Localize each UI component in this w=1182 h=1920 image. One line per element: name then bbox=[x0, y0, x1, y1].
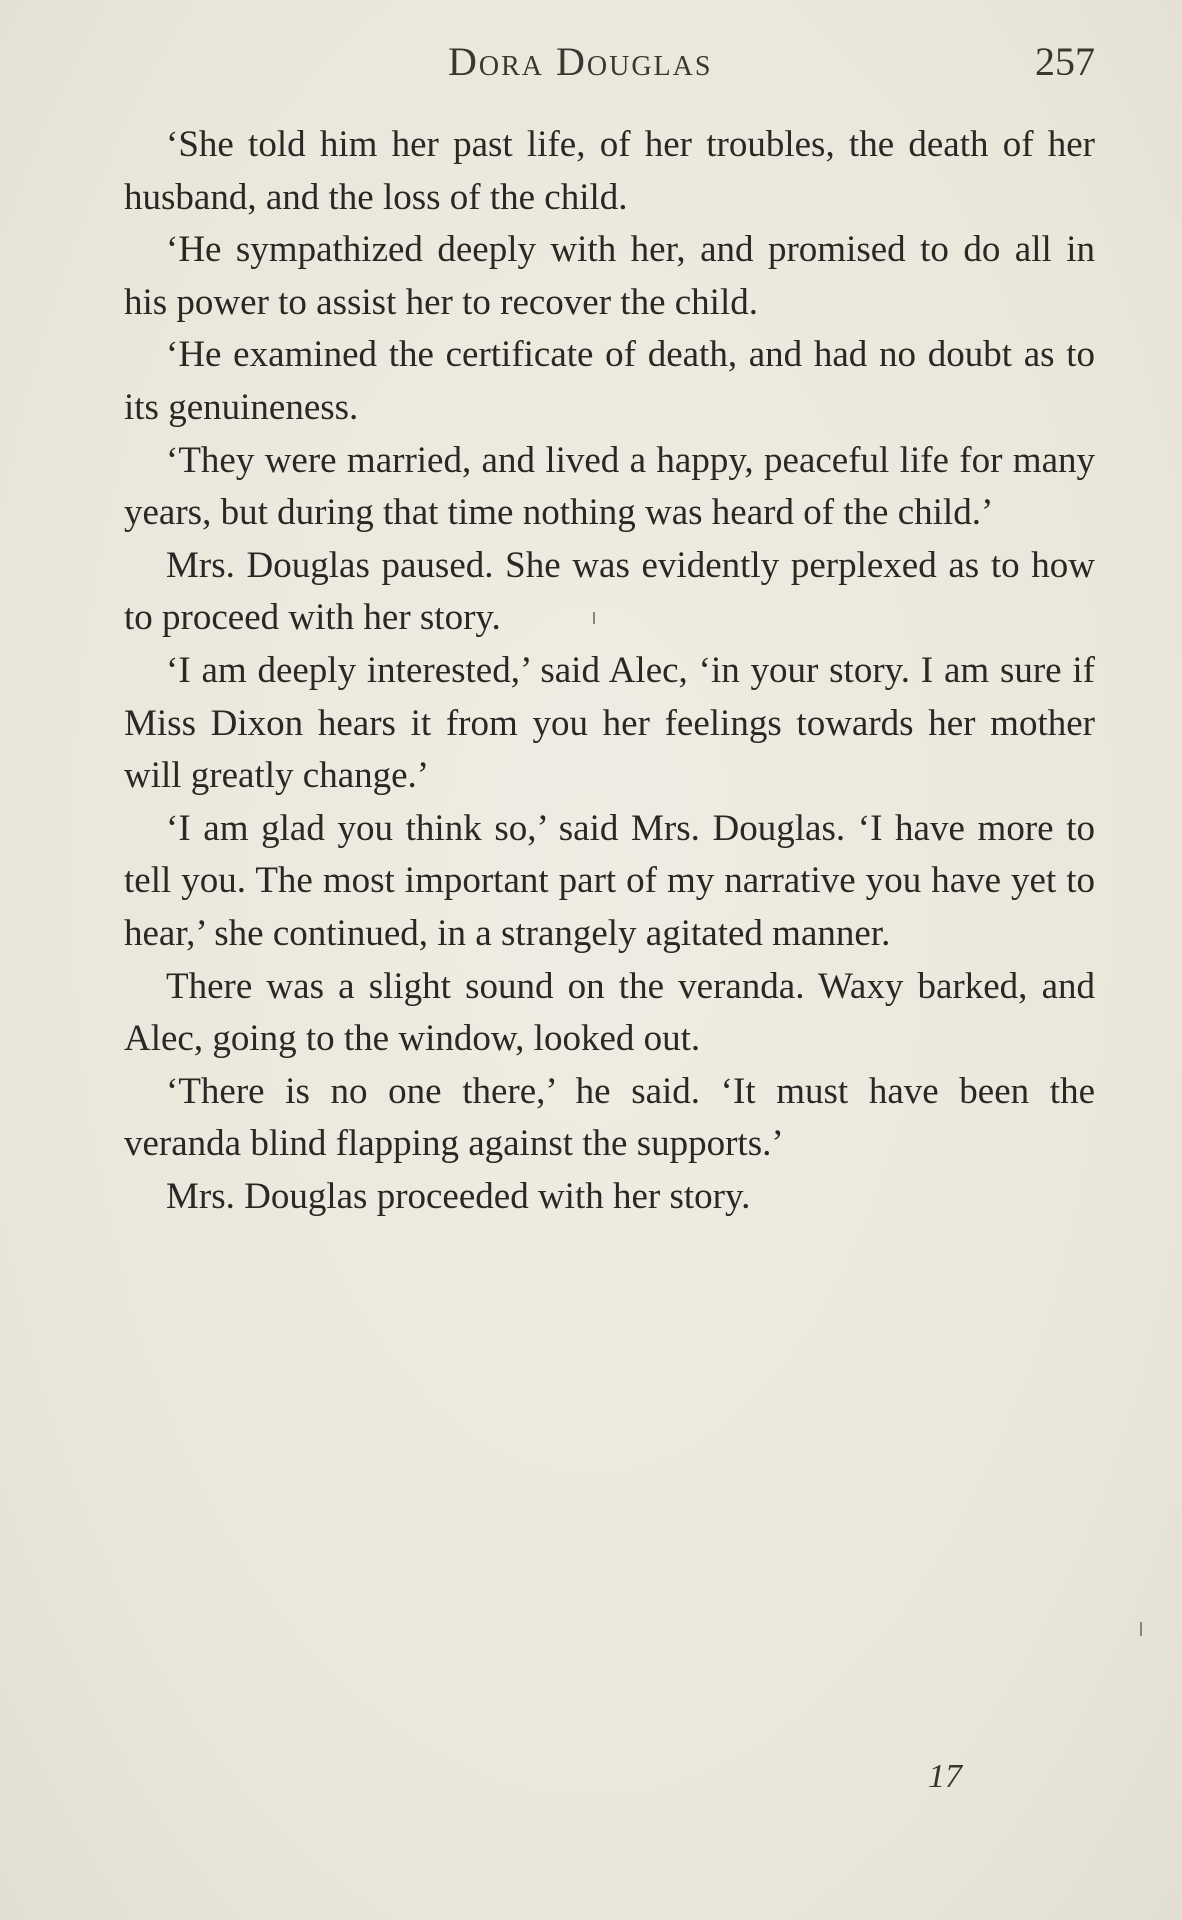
paragraph: Mrs. Douglas paused. She was evidently perplexed as to how to proceed with her story. bbox=[124, 544, 1095, 639]
running-title: Dora Douglas bbox=[448, 39, 713, 84]
paragraph: Mrs. Douglas proceeded with her story. bbox=[166, 1175, 751, 1217]
paragraph: ‘She told him her past life, of her troubles, the death of her husband, and the loss of the child. bbox=[124, 124, 1095, 218]
paragraph: ‘He examined the certificate of death, and had no doubt as to its genuineness. bbox=[124, 334, 1095, 428]
paragraph: There was a slight sound on the veranda. Waxy barked, and Alec, going to the window, looked out. bbox=[124, 965, 1095, 1060]
body-text bbox=[124, 119, 1095, 1223]
running-head bbox=[120, 38, 1095, 88]
paragraph: ‘I am deeply interested,’ said Alec, ‘in your story. I am sure if Miss Dixon hears it from you her feelings towards her mother will greatly change.’ bbox=[124, 649, 1095, 797]
paragraph: ‘He sympathized deeply with her, and promised to do all in his power to assist her to recover the child. bbox=[124, 229, 1095, 323]
paragraph: ‘There is no one there,’ he said. ‘It must have been the veranda blind flapping against the supports.’ bbox=[124, 1070, 1095, 1165]
paragraph: ‘They were married, and lived a happy, peaceful life for many years, but during that time nothing was heard of the child.’ bbox=[124, 439, 1095, 534]
stray-ink-mark bbox=[1140, 1622, 1142, 1636]
paragraph: ‘I am glad you think so,’ said Mrs. Douglas. ‘I have more to tell you. The most important part of my narrative you have yet to hear,’ she continued, in a strangely agitated manner. bbox=[124, 807, 1095, 954]
signature-mark: 17 bbox=[928, 1758, 962, 1795]
stray-ink-mark bbox=[593, 612, 595, 624]
page-number: 257 bbox=[1035, 39, 1095, 84]
